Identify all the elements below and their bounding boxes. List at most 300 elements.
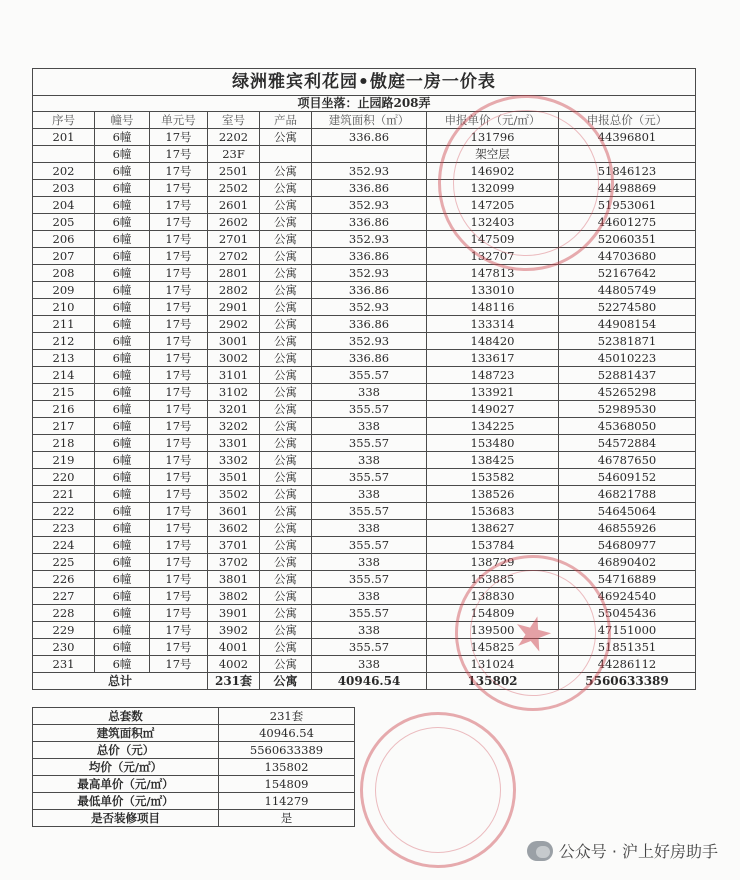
table-row	[33, 588, 696, 605]
table-cell: 146902	[427, 163, 559, 180]
table-cell: 44286112	[559, 656, 696, 673]
table-cell: 17号	[150, 282, 208, 299]
table-cell: 338	[312, 452, 427, 469]
table-row	[33, 180, 696, 197]
table-cell: 6幢	[95, 197, 150, 214]
table-cell: 3201	[208, 401, 260, 418]
table-cell: 6幢	[95, 333, 150, 350]
table-cell: 231	[33, 656, 95, 673]
table-cell: 6幢	[95, 350, 150, 367]
table-cell: 17号	[150, 537, 208, 554]
table-cell: 3102	[208, 384, 260, 401]
table-row	[33, 537, 696, 554]
table-cell: 公寓	[260, 418, 312, 435]
table-cell: 6幢	[95, 316, 150, 333]
table-cell: 147205	[427, 197, 559, 214]
table-cell: 2702	[208, 248, 260, 265]
table-cell: 17号	[150, 163, 208, 180]
table-cell: 338	[312, 588, 427, 605]
table-cell: 6幢	[95, 452, 150, 469]
table-cell: 17号	[150, 265, 208, 282]
table-cell: 公寓	[260, 248, 312, 265]
table-cell: 3502	[208, 486, 260, 503]
table-cell: 3901	[208, 605, 260, 622]
watermark-text: 公众号 · 沪上好房助手	[558, 842, 718, 861]
table-row	[33, 639, 696, 656]
table-cell: 17号	[150, 214, 208, 231]
table-cell: 338	[312, 486, 427, 503]
table-cell: 17号	[150, 469, 208, 486]
table-cell: 3802	[208, 588, 260, 605]
table-cell: 133010	[427, 282, 559, 299]
table-cell: 228	[33, 605, 95, 622]
table-cell: 355.57	[312, 605, 427, 622]
table-cell: 51846123	[559, 163, 696, 180]
table-cell: 公寓	[260, 316, 312, 333]
summary-label: 总套数	[33, 708, 219, 725]
table-cell: 352.93	[312, 265, 427, 282]
table-cell: 46821788	[559, 486, 696, 503]
summary-row	[33, 742, 355, 759]
table-cell: 44703680	[559, 248, 696, 265]
table-cell: 6幢	[95, 435, 150, 452]
table-cell: 6幢	[95, 146, 150, 163]
table-cell: 3202	[208, 418, 260, 435]
table-cell: 148116	[427, 299, 559, 316]
table-cell: 公寓	[260, 367, 312, 384]
table-cell: 公寓	[260, 554, 312, 571]
table-cell: 54680977	[559, 537, 696, 554]
table-cell: 218	[33, 435, 95, 452]
table-cell: 133617	[427, 350, 559, 367]
table-cell: 17号	[150, 418, 208, 435]
table-cell: 336.86	[312, 282, 427, 299]
table-row	[33, 146, 696, 163]
table-cell: 355.57	[312, 469, 427, 486]
project-address: 项目坐落：止园路208弄	[33, 96, 696, 112]
table-cell: 6幢	[95, 554, 150, 571]
table-cell: 6幢	[95, 129, 150, 146]
table-cell: 3101	[208, 367, 260, 384]
table-cell: 17号	[150, 146, 208, 163]
table-cell: 149027	[427, 401, 559, 418]
table-cell: 45010223	[559, 350, 696, 367]
summary-row	[33, 776, 355, 793]
summary-row	[33, 725, 355, 742]
table-cell: 6幢	[95, 520, 150, 537]
table-cell: 352.93	[312, 299, 427, 316]
table-cell: 6幢	[95, 537, 150, 554]
table-cell: 222	[33, 503, 95, 520]
table-cell: 153683	[427, 503, 559, 520]
table-cell: 213	[33, 350, 95, 367]
table-cell: 217	[33, 418, 95, 435]
table-cell: 17号	[150, 248, 208, 265]
table-cell: 6幢	[95, 469, 150, 486]
table-cell: 2801	[208, 265, 260, 282]
table-cell: 架空层	[427, 146, 559, 163]
table-cell: 6幢	[95, 163, 150, 180]
table-cell: 355.57	[312, 537, 427, 554]
table-cell: 52167642	[559, 265, 696, 282]
table-cell: 138729	[427, 554, 559, 571]
price-table	[32, 68, 696, 690]
price-table-sheet	[32, 68, 695, 690]
table-row	[33, 214, 696, 231]
table-row	[33, 401, 696, 418]
table-cell: 52881437	[559, 367, 696, 384]
table-cell: 公寓	[260, 520, 312, 537]
table-cell: 153480	[427, 435, 559, 452]
table-cell: 51953061	[559, 197, 696, 214]
table-cell: 3601	[208, 503, 260, 520]
table-row	[33, 299, 696, 316]
summary-row	[33, 810, 355, 827]
table-cell: 6幢	[95, 282, 150, 299]
summary-label: 均价（元/㎡）	[33, 759, 219, 776]
table-cell: 6幢	[95, 214, 150, 231]
summary-row	[33, 759, 355, 776]
table-cell: 2802	[208, 282, 260, 299]
table-cell: 6幢	[95, 605, 150, 622]
table-cell: 公寓	[260, 605, 312, 622]
table-cell: 17号	[150, 129, 208, 146]
col-header: 建筑面积（㎡）	[312, 112, 427, 129]
summary-table	[32, 707, 355, 827]
table-cell: 17号	[150, 554, 208, 571]
summary-value: 135802	[219, 759, 355, 776]
table-cell: 17号	[150, 622, 208, 639]
summary-value: 40946.54	[219, 725, 355, 742]
table-cell: 229	[33, 622, 95, 639]
table-cell: 17号	[150, 350, 208, 367]
table-cell: 207	[33, 248, 95, 265]
table-cell: 336.86	[312, 129, 427, 146]
table-cell	[260, 146, 312, 163]
table-cell: 17号	[150, 316, 208, 333]
table-cell: 17号	[150, 299, 208, 316]
summary-table-wrap	[32, 707, 354, 827]
table-cell: 52060351	[559, 231, 696, 248]
table-cell: 6幢	[95, 622, 150, 639]
table-cell: 355.57	[312, 571, 427, 588]
summary-label: 建筑面积㎡	[33, 725, 219, 742]
table-cell: 338	[312, 656, 427, 673]
table-cell: 44396801	[559, 129, 696, 146]
table-cell: 6幢	[95, 588, 150, 605]
table-cell: 6幢	[95, 418, 150, 435]
table-cell: 131796	[427, 129, 559, 146]
table-row	[33, 265, 696, 282]
table-cell: 17号	[150, 520, 208, 537]
table-row	[33, 129, 696, 146]
table-cell: 2502	[208, 180, 260, 197]
table-row	[33, 469, 696, 486]
table-cell: 138526	[427, 486, 559, 503]
col-header: 室号	[208, 112, 260, 129]
table-cell: 44908154	[559, 316, 696, 333]
table-row	[33, 452, 696, 469]
summary-value: 154809	[219, 776, 355, 793]
table-cell: 138425	[427, 452, 559, 469]
table-cell: 138627	[427, 520, 559, 537]
table-cell: 17号	[150, 197, 208, 214]
col-header: 申报总价（元）	[559, 112, 696, 129]
table-cell: 公寓	[260, 656, 312, 673]
table-cell: 46890402	[559, 554, 696, 571]
table-cell: 6幢	[95, 299, 150, 316]
table-cell: 147813	[427, 265, 559, 282]
table-cell: 2902	[208, 316, 260, 333]
table-cell: 17号	[150, 656, 208, 673]
table-row	[33, 282, 696, 299]
table-cell: 17号	[150, 384, 208, 401]
table-cell: 公寓	[260, 350, 312, 367]
total-units: 231套	[208, 673, 260, 690]
table-cell: 公寓	[260, 265, 312, 282]
table-cell: 336.86	[312, 350, 427, 367]
star-icon: ★	[506, 601, 560, 665]
table-cell: 139500	[427, 622, 559, 639]
table-cell: 3002	[208, 350, 260, 367]
summary-row	[33, 793, 355, 810]
table-cell: 47151000	[559, 622, 696, 639]
summary-label: 是否装修项目	[33, 810, 219, 827]
table-cell: 44601275	[559, 214, 696, 231]
table-cell: 6幢	[95, 248, 150, 265]
table-cell: 6幢	[95, 401, 150, 418]
col-header: 产品	[260, 112, 312, 129]
table-cell: 6幢	[95, 384, 150, 401]
table-cell: 公寓	[260, 180, 312, 197]
summary-value: 231套	[219, 708, 355, 725]
table-row	[33, 486, 696, 503]
table-cell: 6幢	[95, 265, 150, 282]
table-cell: 公寓	[260, 333, 312, 350]
col-header: 单元号	[150, 112, 208, 129]
summary-label: 最低单价（元/㎡）	[33, 793, 219, 810]
table-cell: 3501	[208, 469, 260, 486]
table-cell: 338	[312, 554, 427, 571]
table-cell: 6幢	[95, 231, 150, 248]
total-avg-price: 135802	[427, 673, 559, 690]
table-cell: 355.57	[312, 503, 427, 520]
table-row	[33, 248, 696, 265]
table-cell: 6幢	[95, 571, 150, 588]
table-cell: 17号	[150, 571, 208, 588]
table-cell: 6幢	[95, 180, 150, 197]
table-cell: 55045436	[559, 605, 696, 622]
table-cell: 219	[33, 452, 95, 469]
header-row	[33, 112, 696, 129]
table-cell: 公寓	[260, 588, 312, 605]
table-cell: 公寓	[260, 384, 312, 401]
table-cell: 公寓	[260, 197, 312, 214]
summary-value: 114279	[219, 793, 355, 810]
table-cell: 公寓	[260, 571, 312, 588]
col-header: 申报单价（元/㎡）	[427, 112, 559, 129]
table-cell: 公寓	[260, 214, 312, 231]
table-row	[33, 520, 696, 537]
table-row	[33, 231, 696, 248]
table-cell: 公寓	[260, 401, 312, 418]
table-cell: 230	[33, 639, 95, 656]
table-row	[33, 384, 696, 401]
table-cell: 215	[33, 384, 95, 401]
table-cell: 133314	[427, 316, 559, 333]
table-cell: 公寓	[260, 231, 312, 248]
table-cell: 6幢	[95, 486, 150, 503]
table-cell: 51851351	[559, 639, 696, 656]
table-cell: 148723	[427, 367, 559, 384]
table-cell: 352.93	[312, 231, 427, 248]
total-label: 总计	[33, 673, 208, 690]
table-cell: 227	[33, 588, 95, 605]
table-cell: 公寓	[260, 486, 312, 503]
table-cell: 3801	[208, 571, 260, 588]
table-cell: 17号	[150, 452, 208, 469]
table-cell: 352.93	[312, 333, 427, 350]
total-product: 公寓	[260, 673, 312, 690]
table-cell: 211	[33, 316, 95, 333]
table-row	[33, 571, 696, 588]
table-cell: 45368050	[559, 418, 696, 435]
table-cell: 132403	[427, 214, 559, 231]
wechat-icon	[527, 841, 553, 861]
table-cell: 17号	[150, 639, 208, 656]
table-cell: 2701	[208, 231, 260, 248]
table-row	[33, 163, 696, 180]
table-cell	[559, 146, 696, 163]
table-row	[33, 367, 696, 384]
table-cell: 355.57	[312, 435, 427, 452]
table-cell: 220	[33, 469, 95, 486]
table-cell: 352.93	[312, 163, 427, 180]
table-row	[33, 656, 696, 673]
table-cell: 公寓	[260, 435, 312, 452]
table-cell: 147509	[427, 231, 559, 248]
table-row	[33, 350, 696, 367]
table-cell: 134225	[427, 418, 559, 435]
table-cell: 355.57	[312, 367, 427, 384]
total-area: 40946.54	[312, 673, 427, 690]
table-cell: 4001	[208, 639, 260, 656]
table-cell: 355.57	[312, 639, 427, 656]
total-row	[33, 673, 696, 690]
summary-label: 总价（元）	[33, 742, 219, 759]
table-cell: 17号	[150, 486, 208, 503]
table-cell: 138830	[427, 588, 559, 605]
table-cell: 338	[312, 520, 427, 537]
table-cell: 132707	[427, 248, 559, 265]
table-cell: 17号	[150, 435, 208, 452]
table-cell	[312, 146, 427, 163]
company-seal-bottom	[348, 700, 529, 880]
table-cell: 2501	[208, 163, 260, 180]
table-cell: 52381871	[559, 333, 696, 350]
table-cell: 46924540	[559, 588, 696, 605]
table-cell: 公寓	[260, 452, 312, 469]
table-body	[33, 129, 696, 673]
table-cell: 3902	[208, 622, 260, 639]
table-cell: 52274580	[559, 299, 696, 316]
col-header: 幢号	[95, 112, 150, 129]
table-cell: 54645064	[559, 503, 696, 520]
table-cell: 公寓	[260, 537, 312, 554]
table-cell: 54716889	[559, 571, 696, 588]
table-cell: 153784	[427, 537, 559, 554]
summary-value: 5560633389	[219, 742, 355, 759]
table-cell: 公寓	[260, 299, 312, 316]
table-cell: 224	[33, 537, 95, 554]
table-row	[33, 316, 696, 333]
table-cell: 153885	[427, 571, 559, 588]
table-cell: 336.86	[312, 214, 427, 231]
table-cell: 公寓	[260, 622, 312, 639]
table-cell: 225	[33, 554, 95, 571]
table-cell: 336.86	[312, 180, 427, 197]
table-cell: 6幢	[95, 639, 150, 656]
table-cell: 202	[33, 163, 95, 180]
table-cell: 223	[33, 520, 95, 537]
table-cell: 216	[33, 401, 95, 418]
table-cell: 201	[33, 129, 95, 146]
table-cell: 226	[33, 571, 95, 588]
table-cell: 4002	[208, 656, 260, 673]
table-row	[33, 503, 696, 520]
table-cell: 203	[33, 180, 95, 197]
table-cell: 6幢	[95, 656, 150, 673]
table-cell: 205	[33, 214, 95, 231]
table-cell: 54572884	[559, 435, 696, 452]
table-cell: 17号	[150, 401, 208, 418]
table-cell: 210	[33, 299, 95, 316]
table-cell: 17号	[150, 605, 208, 622]
table-cell: 公寓	[260, 503, 312, 520]
table-cell: 3702	[208, 554, 260, 571]
table-cell: 17号	[150, 588, 208, 605]
table-cell: 6幢	[95, 367, 150, 384]
table-cell: 52989530	[559, 401, 696, 418]
table-cell: 145825	[427, 639, 559, 656]
table-cell: 338	[312, 418, 427, 435]
table-cell	[33, 146, 95, 163]
table-cell: 46855926	[559, 520, 696, 537]
table-cell: 17号	[150, 367, 208, 384]
table-cell: 公寓	[260, 129, 312, 146]
table-cell: 132099	[427, 180, 559, 197]
table-title: 绿洲雅宾利花园•傲庭一房一价表	[33, 69, 696, 96]
table-cell: 3302	[208, 452, 260, 469]
table-cell: 46787650	[559, 452, 696, 469]
table-cell: 355.57	[312, 401, 427, 418]
table-cell: 45265298	[559, 384, 696, 401]
table-cell: 133921	[427, 384, 559, 401]
table-row	[33, 333, 696, 350]
table-cell: 2602	[208, 214, 260, 231]
table-cell: 204	[33, 197, 95, 214]
table-cell: 3301	[208, 435, 260, 452]
table-row	[33, 418, 696, 435]
table-cell: 17号	[150, 231, 208, 248]
table-cell: 44498869	[559, 180, 696, 197]
table-cell: 154809	[427, 605, 559, 622]
table-row	[33, 622, 696, 639]
table-cell: 208	[33, 265, 95, 282]
table-row	[33, 197, 696, 214]
table-cell: 54609152	[559, 469, 696, 486]
table-cell: 212	[33, 333, 95, 350]
